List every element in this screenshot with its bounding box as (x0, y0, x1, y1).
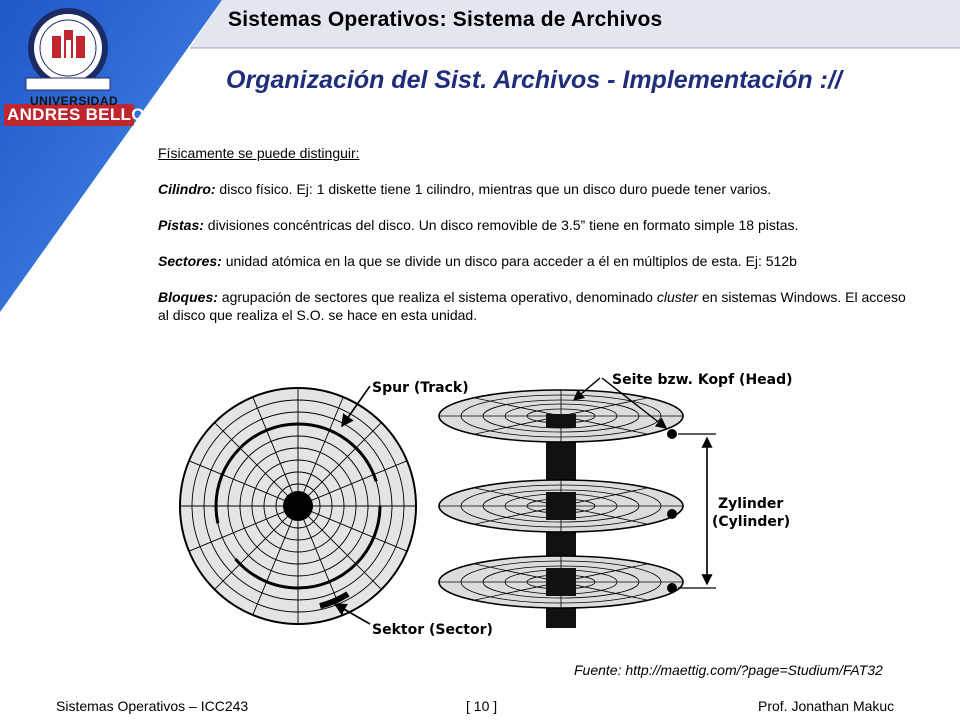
term-pistas: Pistas: (158, 217, 204, 233)
body-text (158, 144, 918, 342)
disk-diagram (170, 356, 800, 636)
label-sector: Sektor (Sector) (372, 622, 493, 636)
intro-text: Físicamente se puede distinguir: (158, 145, 360, 161)
platter-1 (439, 390, 683, 442)
disk-stack (439, 390, 683, 628)
label-head: Seite bzw. Kopf (Head) (612, 372, 793, 388)
term-sectores: Sectores: (158, 253, 222, 269)
footer-author: Prof. Jonathan Makuc (758, 698, 895, 714)
item-bloques (158, 288, 918, 324)
slide-title: Organización del Sist. Archivos - Implementación :// (226, 66, 842, 94)
term-bloques: Bloques: (158, 289, 218, 305)
desc-bloques-cluster: cluster (656, 289, 699, 305)
term-cilindro: Cilindro: (158, 181, 216, 197)
item-sectores (158, 252, 918, 270)
desc-bloques-1: agrupación de sectores que realiza el sistema operativo, denominado (217, 289, 657, 305)
course-title: Sistemas Operativos: Sistema de Archivos (228, 8, 663, 31)
desc-cilindro: disco físico. Ej: 1 diskette tiene 1 cilindro, mientras que un disco duro puede tener varios. (215, 181, 772, 197)
footer-page-number: [ 10 ] (466, 698, 498, 714)
label-track: Spur (Track) (372, 380, 469, 396)
logo-text-andres-bello: ANDRES BELLO (7, 105, 145, 124)
desc-bloques-2: en sistemas Windows. El acceso al disco que realiza el S.O. se hace en esta unidad. (158, 289, 906, 323)
label-cylinder-2: (Cylinder) (712, 514, 791, 530)
item-cilindro (158, 180, 918, 198)
label-cylinder-1: Zylinder (718, 496, 784, 512)
disk-top-view (180, 388, 416, 624)
platter-3 (439, 556, 683, 608)
desc-sectores: unidad atómica en la que se divide un disco para acceder a él en múltiplos de esta. Ej: 512b (221, 253, 797, 269)
platter-2 (439, 480, 683, 532)
source-citation: Fuente: http://maettig.com/?page=Studium/FAT32 (574, 662, 883, 678)
item-pistas (158, 216, 918, 234)
logo-text-universidad: UNIVERSIDAD (30, 94, 119, 108)
footer-course: Sistemas Operativos – ICC243 (56, 698, 249, 714)
desc-pistas: divisiones concéntricas del disco. Un disco removible de 3.5” tiene en formato simple 18 pistas. (203, 217, 799, 233)
